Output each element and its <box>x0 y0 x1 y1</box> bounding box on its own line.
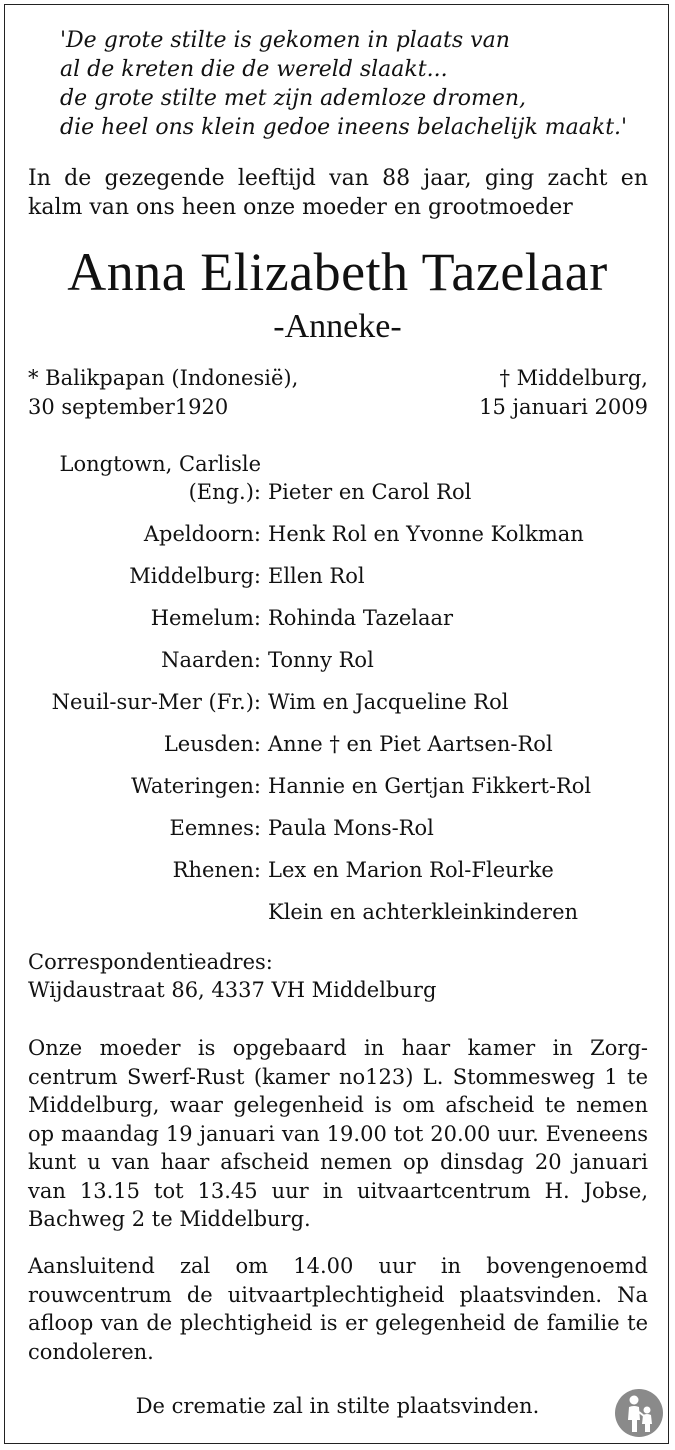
family-names: Henk Rol en Yvonne Kolkman <box>268 522 584 546</box>
poem <box>60 26 660 142</box>
family-row <box>0 770 675 812</box>
figures-logo-icon <box>614 1388 664 1438</box>
poem-line: 'De grote stilte is gekomen in plaats van <box>60 28 510 53</box>
viewing-paragraph: Onze moeder is opgebaard in haar kamer in Zorg-centrum Swerf-Rust (kamer no123) L. Stommesweg 1 te Middelburg, waar gelegenheid is om afscheid te nemen op maandag 19 januari van 19.00 tot 20.00 uur. Eveneens kunt u van haar afscheid nemen op dinsdag 20 januari van 13.15 tot 13.45 uur in uitvaartcentrum H. Jobse, Bachweg 2 te Middelburg. <box>28 1036 648 1231</box>
life-dates <box>28 364 648 422</box>
family-row <box>0 728 675 770</box>
family-row <box>0 686 675 728</box>
birth-place: * Balikpapan (Indonesië), <box>28 366 299 390</box>
family-row <box>0 448 675 518</box>
family-names: Klein en achterkleinkinderen <box>268 900 579 924</box>
family-row <box>0 812 675 854</box>
closing-line: De crematie zal in stilte plaatsvinden. <box>135 1394 540 1418</box>
family-place: Hemelum: <box>150 606 261 630</box>
correspondence-label: Correspondentieadres: <box>28 950 273 974</box>
dates-row <box>28 393 648 422</box>
death-date: 15 januari 2009 <box>479 395 648 419</box>
poem-line: al de kreten die de wereld slaakt... <box>60 57 448 82</box>
family-place: Eemnes: <box>169 816 261 840</box>
poem-line: die heel ons klein gedoe ineens belachelijk maakt.' <box>60 115 628 140</box>
family-list <box>0 448 675 938</box>
ceremony-paragraph: Aansluitend zal om 14.00 uur in bovengenoemd rouwcentrum de uitvaartplechtigheid plaatsvinden. Na afloop van de plechtigheid is er gelegenheid de familie te condoleren. <box>28 1254 648 1364</box>
intro-text: In de gezegende leeftijd van 88 jaar, ging zacht en kalm van ons heen onze moeder en grootmoeder <box>28 166 648 220</box>
birth-date: 30 september1920 <box>28 395 229 419</box>
deceased-name: Anna Elizabeth Tazelaar <box>67 242 608 302</box>
family-names: Lex en Marion Rol-Fleurke <box>268 858 554 882</box>
family-row <box>0 644 675 686</box>
family-place <box>60 450 261 506</box>
family-place-line: (Eng.): <box>188 480 261 504</box>
family-place: Middelburg: <box>129 564 261 588</box>
family-names: Wim en Jacqueline Rol <box>268 690 509 714</box>
correspondence <box>28 948 648 1004</box>
family-place: Leusden: <box>163 732 261 756</box>
family-row <box>0 602 675 644</box>
family-place: Neuil-sur-Mer (Fr.): <box>51 690 261 714</box>
family-row <box>0 854 675 896</box>
family-row <box>0 560 675 602</box>
family-names: Paula Mons-Rol <box>268 816 434 840</box>
death-place: † Middelburg, <box>499 366 648 390</box>
family-row <box>0 518 675 560</box>
family-names: Ellen Rol <box>268 564 365 588</box>
family-place: Apeldoorn: <box>143 522 261 546</box>
family-row <box>0 896 675 938</box>
family-place: Rhenen: <box>172 858 261 882</box>
places-row <box>28 364 648 393</box>
family-names: Hannie en Gertjan Fikkert-Rol <box>268 774 592 798</box>
family-names: Rohinda Tazelaar <box>268 606 454 630</box>
family-place: Wateringen: <box>131 774 261 798</box>
family-names: Tonny Rol <box>268 648 374 672</box>
family-names: Pieter en Carol Rol <box>268 480 472 504</box>
family-place-line: Longtown, Carlisle <box>59 452 261 476</box>
family-place: Naarden: <box>161 648 261 672</box>
poem-line: de grote stilte met zijn ademloze dromen, <box>60 86 527 111</box>
family-names: Anne † en Piet Aartsen-Rol <box>268 732 553 756</box>
correspondence-address: Wijdaustraat 86, 4337 VH Middelburg <box>28 978 437 1002</box>
deceased-nickname: -Anneke- <box>273 308 402 345</box>
